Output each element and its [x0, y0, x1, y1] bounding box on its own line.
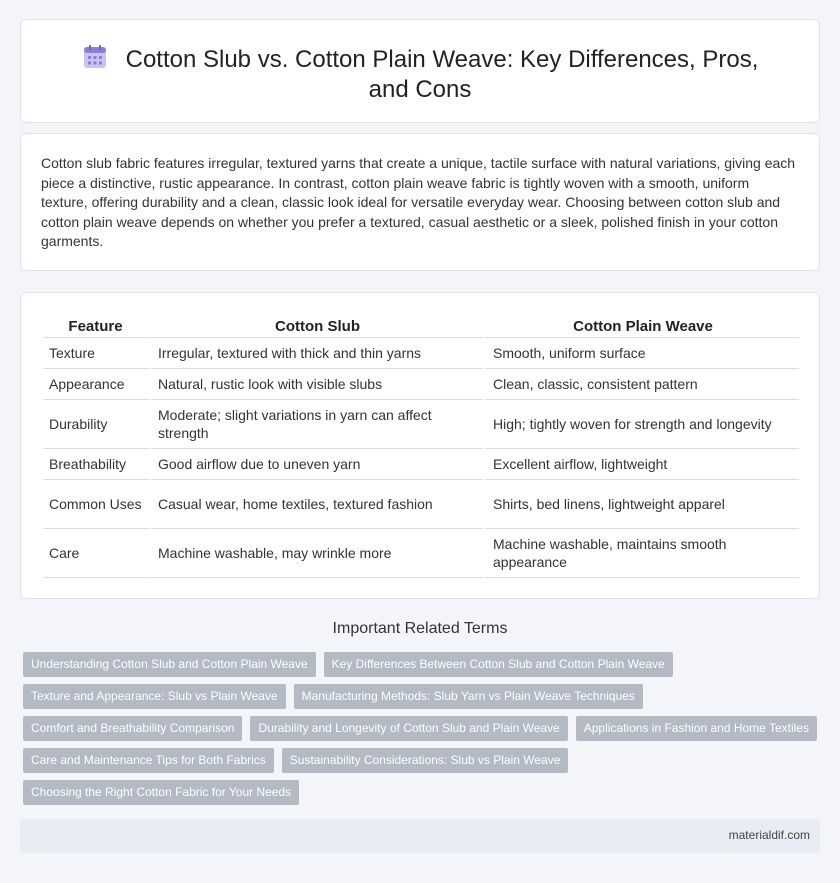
table-cell: Clean, classic, consistent pattern	[483, 369, 799, 400]
header-cotton-slub: Cotton Slub	[148, 314, 483, 338]
table-row	[43, 369, 799, 400]
table-cell: Smooth, uniform surface	[483, 338, 799, 369]
calendar-grid-icon	[82, 44, 108, 70]
tag-row	[23, 652, 823, 684]
table-cell: Moderate; slight variations in yarn can affect strength	[148, 400, 483, 449]
page-title: Cotton Slub vs. Cotton Plain Weave: Key Differences, Pros, and Cons	[125, 46, 759, 103]
related-term-tag[interactable]: Comfort and Breathability Comparison	[23, 716, 242, 741]
table-row	[43, 338, 799, 369]
tag-row	[23, 684, 823, 716]
related-term-tag[interactable]: Texture and Appearance: Slub vs Plain Weave	[23, 684, 286, 709]
table-cell: Excellent airflow, lightweight	[483, 449, 799, 480]
intro-paragraph: Cotton slub fabric features irregular, textured yarns that create a unique, tactile surface with natural variations, giving each piece a distinctive, rustic appearance. In contrast, cotton plain weave fabric is tightly woven with a smooth, uniform texture, offering durability and a clean, classic look ideal for versatile everyday wear. Choosing between cotton slub and cotton plain weave depends on whether you prefer a textured, casual aesthetic or a sleek, polished finish in your cotton garments.	[41, 155, 796, 250]
table-cell: Irregular, textured with thick and thin yarns	[148, 338, 483, 369]
comparison-card	[20, 292, 820, 599]
table-cell: Care	[43, 529, 148, 578]
table-row	[43, 400, 799, 449]
table-cell: Breathability	[43, 449, 148, 480]
tag-row	[23, 780, 823, 812]
table-cell: Natural, rustic look with visible slubs	[148, 369, 483, 400]
table-cell: Machine washable, may wrinkle more	[148, 529, 483, 578]
table-header-row	[43, 314, 799, 338]
tag-row	[23, 748, 823, 780]
table-cell: Appearance	[43, 369, 148, 400]
comparison-table	[43, 314, 799, 578]
related-term-tag[interactable]: Durability and Longevity of Cotton Slub and Plain Weave	[250, 716, 567, 741]
related-terms-heading: Important Related Terms	[332, 620, 508, 637]
table-cell: Good airflow due to uneven yarn	[148, 449, 483, 480]
related-term-tag[interactable]: Applications in Fashion and Home Textiles	[576, 716, 817, 741]
table-row	[43, 449, 799, 480]
footer	[20, 819, 820, 853]
related-terms-list	[23, 652, 823, 812]
title-card	[20, 19, 820, 123]
related-term-tag[interactable]: Choosing the Right Cotton Fabric for Your Needs	[23, 780, 299, 805]
table-row	[43, 480, 799, 529]
tag-row	[23, 716, 823, 748]
related-term-tag[interactable]: Care and Maintenance Tips for Both Fabrics	[23, 748, 274, 773]
table-cell: Texture	[43, 338, 148, 369]
table-cell: Casual wear, home textiles, textured fashion	[148, 480, 483, 529]
related-term-tag[interactable]: Understanding Cotton Slub and Cotton Plain Weave	[23, 652, 316, 677]
related-term-tag[interactable]: Manufacturing Methods: Slub Yarn vs Plain Weave Techniques	[294, 684, 643, 709]
related-term-tag[interactable]: Sustainability Considerations: Slub vs Plain Weave	[282, 748, 569, 773]
footer-site-link[interactable]: materialdif.com	[728, 828, 810, 842]
header-feature: Feature	[43, 314, 148, 338]
header-cotton-plain-weave: Cotton Plain Weave	[483, 314, 799, 338]
table-cell: Common Uses	[43, 480, 148, 529]
table-row	[43, 529, 799, 578]
table-cell: Machine washable, maintains smooth appearance	[483, 529, 799, 578]
title-wrap	[61, 44, 779, 105]
table-cell: High; tightly woven for strength and longevity	[483, 400, 799, 449]
table-cell: Shirts, bed linens, lightweight apparel	[483, 480, 799, 529]
related-term-tag[interactable]: Key Differences Between Cotton Slub and Cotton Plain Weave	[324, 652, 673, 677]
table-cell: Durability	[43, 400, 148, 449]
intro-card	[20, 133, 820, 271]
